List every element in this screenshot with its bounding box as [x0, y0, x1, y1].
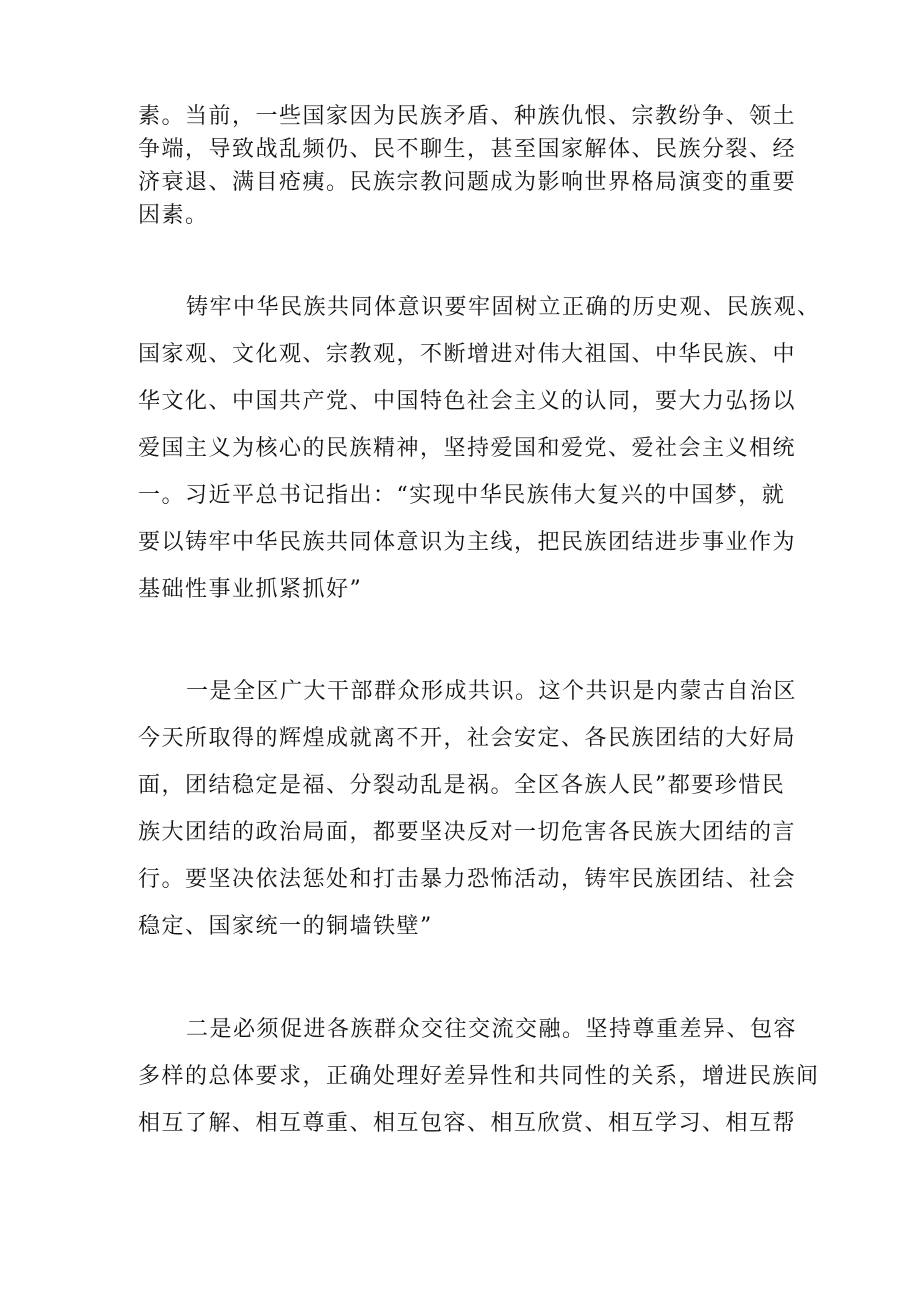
- text-line: 族大团结的政治局面，都要坚决反对一切危害各民族大团结的言: [138, 820, 797, 845]
- text-line: 相互了解、相互尊重、相互包容、相互欣赏、相互学习、相互帮: [138, 1111, 797, 1136]
- text-line: 二是必须促进各族群众交往交流交融。坚持尊重差异、包容: [186, 1017, 798, 1042]
- text-line: 要以铸牢中华民族共同体意识为主线，把民族团结进步事业作为: [138, 530, 797, 555]
- paragraph-2: [138, 284, 821, 613]
- paragraph-1: [138, 100, 800, 232]
- text-line: 铸牢中华民族共同体意识要牢固树立正确的历史观、民族观、: [186, 295, 821, 320]
- text-line: 素。当前，一些国家因为民族矛盾、种族仇恨、宗教纷争、领土: [138, 104, 797, 129]
- text-line: 行。要坚决依法惩处和打击暴力恐怖活动，铸牢民族团结、社会: [138, 867, 797, 892]
- text-line: 争端，导致战乱频仍、民不聊生，甚至国家解体、民族分裂、经: [138, 137, 797, 162]
- text-line: 济衰退、满目疮痍。民族宗教问题成为影响世界格局演变的重要: [138, 170, 797, 195]
- text-line: 稳定、国家统一的铜墙铁壁”: [138, 914, 433, 939]
- text-line: 多样的总体要求，正确处理好差异性和共同性的关系，增进民族间: [138, 1064, 820, 1089]
- text-line: 今天所取得的辉煌成就离不开，社会安定、各民族团结的大好局: [138, 726, 797, 751]
- text-line: 爱国主义为核心的民族精神，坚持爱国和爱党、爱社会主义相统: [138, 436, 797, 461]
- text-line: 因素。: [138, 203, 209, 228]
- text-line: 国家观、文化观、宗教观，不断增进对伟大祖国、中华民族、中: [138, 342, 797, 367]
- paragraph-4: [138, 1006, 820, 1147]
- text-line: 面，团结稳定是福、分裂动乱是祸。全区各族人民”都要珍惜民: [138, 773, 786, 798]
- text-line: 一是全区广大干部群众形成共识。这个共识是内蒙古自治区: [186, 679, 798, 704]
- text-line: 华文化、中国共产党、中国特色社会主义的认同，要大力弘扬以: [138, 389, 797, 414]
- text-line: 一。习近平总书记指出：“实现中华民族伟大复兴的中国梦，就: [138, 483, 786, 508]
- text-line: 基础性事业抓紧抓好”: [138, 577, 363, 602]
- paragraph-3: [138, 668, 800, 950]
